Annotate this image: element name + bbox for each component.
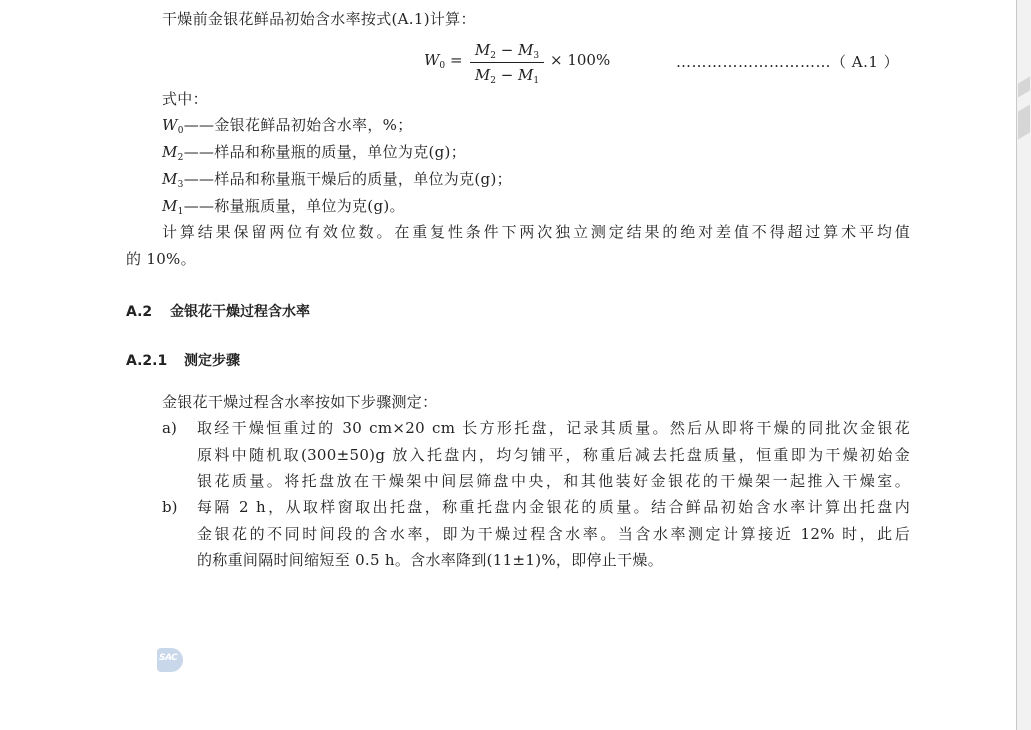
result-paragraph-line2: 的 10%。 [126,250,196,268]
step-b-line2: 金银花的不同时间段的含水率，即为干燥过程含水率。当含水率测定计算接近 12% 时，此后 [197,525,910,543]
definition-m3: $M_3——$样品和称量瓶干燥后的质量，单位为克(g)； [162,170,512,190]
step-a-line3: 银花质量。将托盘放在干燥架中间层筛盘中央，和其他装好金银花的干燥架一起推入干燥室。 [197,472,910,490]
list-marker-b: b) [162,498,178,516]
formula-intro: 干燥前金银花鲜品初始含水率按式(A.1)计算： [162,10,476,28]
list-marker-a: a) [162,419,177,437]
where-label: 式中： [162,90,208,108]
step-b-line3: 的称重间隔时间缩短至 0.5 h。含水率降到(11±1)%，即停止干燥。 [197,551,664,569]
step-a-line1: 取经干燥恒重过的 30 cm×20 cm 长方形托盘，记录其质量。然后从即将干燥的同批次金银花 [197,419,910,437]
formula-rhs: × 100% [550,51,611,69]
formula-numerator: $M_2 - M_3$ [474,41,540,61]
formula-reference: …………………………（ A.1 ） [676,53,900,71]
formula-denominator: $M_2 - M_1$ [474,66,540,86]
step-a-line2: 原料中随机取(300±50)g 放入托盘内，均匀铺平，称重后减去托盘质量，恒重即为干燥初始金 [197,446,910,464]
result-paragraph-line1: 计算结果保留两位有效位数。在重复性条件下两次独立测定结果的绝对差值不得超过算术平均值 [162,223,910,241]
fraction-bar [470,62,544,63]
formula-fraction [470,40,544,85]
definition-m1: $M_1——$称量瓶质量，单位为克(g)。 [162,197,405,217]
sac-logo: SAC [157,648,183,672]
section-heading-a2: A.2 金银花干燥过程含水率 [126,304,310,320]
formula-lhs: $W_0$ = [424,51,463,71]
definition-m2: $M_2——$样品和称量瓶的质量，单位为克(g)； [162,143,467,163]
definition-w0: $W_0——$金银花鲜品初始含水率，%； [162,116,413,136]
steps-intro: 金银花干燥过程含水率按如下步骤测定： [162,393,438,411]
section-heading-a21: A.2.1 测定步骤 [126,353,240,369]
step-b-line1: 每隔 2 h，从取样窗取出托盘，称重托盘内金银花的质量。结合鲜品初始含水率计算出托盘内 [197,498,910,516]
